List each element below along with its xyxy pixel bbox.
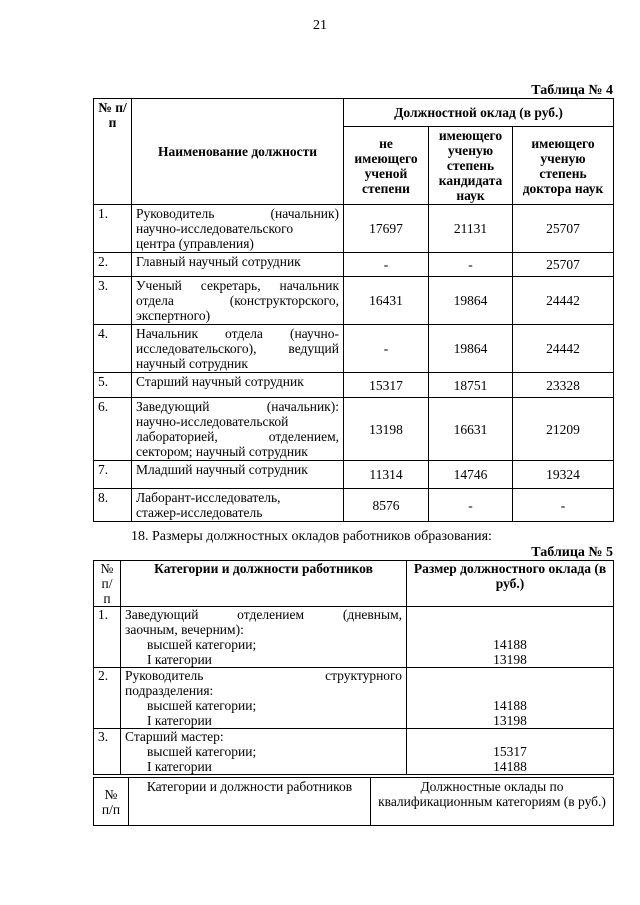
row-values xyxy=(407,607,614,668)
row-value: 19864 xyxy=(429,277,513,325)
t6-header-name: Категории и должности работников xyxy=(129,778,371,826)
row-value: 25707 xyxy=(513,205,614,253)
row-sub-line: высшей категории; xyxy=(147,637,257,652)
row-num: 1. xyxy=(94,205,132,253)
row-value: 25707 xyxy=(513,253,614,277)
t5-header-name: Категории и должности работников xyxy=(121,561,407,607)
row-value: 21131 xyxy=(429,205,513,253)
row-values xyxy=(407,668,614,729)
row-name-line: подразделения: xyxy=(125,683,214,698)
row-name-line: сектором; научный сотрудник xyxy=(136,444,308,459)
row-value: - xyxy=(513,489,614,522)
row-num: 2. xyxy=(94,668,121,729)
row-value: 13198 xyxy=(493,652,527,667)
table-row xyxy=(94,398,614,461)
row-value: 19324 xyxy=(513,461,614,489)
row-name xyxy=(132,325,344,373)
table-row xyxy=(94,325,614,373)
t6-header-num: № п/п xyxy=(94,778,129,826)
table-row xyxy=(94,668,614,729)
row-value: 23328 xyxy=(513,373,614,398)
row-value: 17697 xyxy=(344,205,429,253)
row-name-line: заочным, вечерним): xyxy=(125,622,244,637)
row-name-line: научно-исследовательского xyxy=(136,221,294,236)
row-value: 14188 xyxy=(493,637,527,652)
row-values xyxy=(407,729,614,775)
row-num: 7. xyxy=(94,461,132,489)
row-value: 16631 xyxy=(429,398,513,461)
row-value: 14188 xyxy=(493,698,527,713)
t4-header-num: № п/п xyxy=(94,99,132,205)
row-name xyxy=(132,461,344,489)
row-value: 16431 xyxy=(344,277,429,325)
row-num: 5. xyxy=(94,373,132,398)
t4-header-col2: имеющего ученую степень кандидата наук xyxy=(429,127,513,205)
row-num: 8. xyxy=(94,489,132,522)
table-row xyxy=(94,607,614,668)
table5 xyxy=(93,560,614,775)
table-row xyxy=(94,277,614,325)
row-name-line: Заведующий (начальник): xyxy=(136,399,339,414)
row-name-line: Руководитель (начальник) xyxy=(136,206,339,221)
row-name-line: Старший научный сотрудник xyxy=(136,374,304,389)
row-num: 3. xyxy=(94,729,121,775)
row-name xyxy=(132,373,344,398)
t4-header-name: Наименование должности xyxy=(132,99,344,205)
row-name xyxy=(132,398,344,461)
row-value: 24442 xyxy=(513,277,614,325)
row-value: - xyxy=(344,325,429,373)
t5-header-num: № п/п xyxy=(94,561,121,607)
table4 xyxy=(93,98,614,522)
table-row xyxy=(94,489,614,522)
row-value: 15317 xyxy=(344,373,429,398)
table5-caption: Таблица № 5 xyxy=(531,545,613,560)
row-sub-line: высшей категории; xyxy=(147,698,257,713)
row-name xyxy=(132,489,344,522)
t4-header-col1: не имеющего ученой степени xyxy=(344,127,429,205)
row-sub-line: высшей категории; xyxy=(147,744,257,759)
t4-header-col3: имеющего ученую степень доктора наук xyxy=(513,127,614,205)
row-value: 14188 xyxy=(493,759,527,774)
t6-header-salary: Должностные оклады по квалификационным категориям (в руб.) xyxy=(371,778,614,826)
row-name xyxy=(121,668,407,729)
row-value: 18751 xyxy=(429,373,513,398)
row-name xyxy=(132,205,344,253)
row-value: 24442 xyxy=(513,325,614,373)
table-row xyxy=(94,729,614,775)
row-name xyxy=(132,253,344,277)
row-name-line: Заведующий отделением (дневным, xyxy=(125,607,402,622)
row-name-line: Ученый секретарь, начальник xyxy=(136,278,339,293)
row-num: 1. xyxy=(94,607,121,668)
row-name xyxy=(121,607,407,668)
row-name xyxy=(132,277,344,325)
row-num: 2. xyxy=(94,253,132,277)
row-name-line: Старший мастер: xyxy=(125,729,224,744)
row-name-line: Лаборант-исследователь, xyxy=(136,490,281,505)
row-name-line: Младший научный сотрудник xyxy=(136,462,308,477)
row-name-line: лабораторией, отделением, xyxy=(136,429,339,444)
row-value: 15317 xyxy=(493,744,527,759)
row-value: - xyxy=(429,489,513,522)
table-row xyxy=(94,205,614,253)
row-value: - xyxy=(429,253,513,277)
row-name-line: Начальник отдела (научно- xyxy=(136,326,339,341)
row-value: 13198 xyxy=(344,398,429,461)
row-num: 6. xyxy=(94,398,132,461)
row-value: 14746 xyxy=(429,461,513,489)
row-name-line: научно-исследовательской xyxy=(136,414,289,429)
row-name-line: Руководитель структурного xyxy=(125,668,402,683)
row-sub-line: I категории xyxy=(147,713,212,728)
row-sub-line: I категории xyxy=(147,759,212,774)
section-paragraph: 18. Размеры должностных окладов работников образования: xyxy=(131,529,492,544)
t4-header-salary: Должностной оклад (в руб.) xyxy=(344,99,614,127)
row-value: - xyxy=(344,253,429,277)
table6 xyxy=(93,777,614,826)
row-value: 19864 xyxy=(429,325,513,373)
page-number: 21 xyxy=(313,18,327,33)
table-row xyxy=(94,461,614,489)
table4-caption: Таблица № 4 xyxy=(531,83,613,98)
row-name-line: центра (управления) xyxy=(136,236,254,251)
row-name-line: Главный научный сотрудник xyxy=(136,254,301,269)
t5-header-salary: Размер должностного оклада (в руб.) xyxy=(407,561,614,607)
row-value: 21209 xyxy=(513,398,614,461)
row-name-line: отдела (конструкторского, xyxy=(136,293,339,308)
table-row xyxy=(94,373,614,398)
row-name-line: исследовательского), ведущий xyxy=(136,341,339,356)
row-sub-line: I категории xyxy=(147,652,212,667)
row-num: 3. xyxy=(94,277,132,325)
row-name-line: экспертного) xyxy=(136,308,211,323)
row-name xyxy=(121,729,407,775)
row-value: 11314 xyxy=(344,461,429,489)
row-num: 4. xyxy=(94,325,132,373)
row-name-line: стажер-исследователь xyxy=(136,505,263,520)
table-row xyxy=(94,253,614,277)
row-value: 13198 xyxy=(493,713,527,728)
row-name-line: научный сотрудник xyxy=(136,356,248,371)
row-value: 8576 xyxy=(344,489,429,522)
